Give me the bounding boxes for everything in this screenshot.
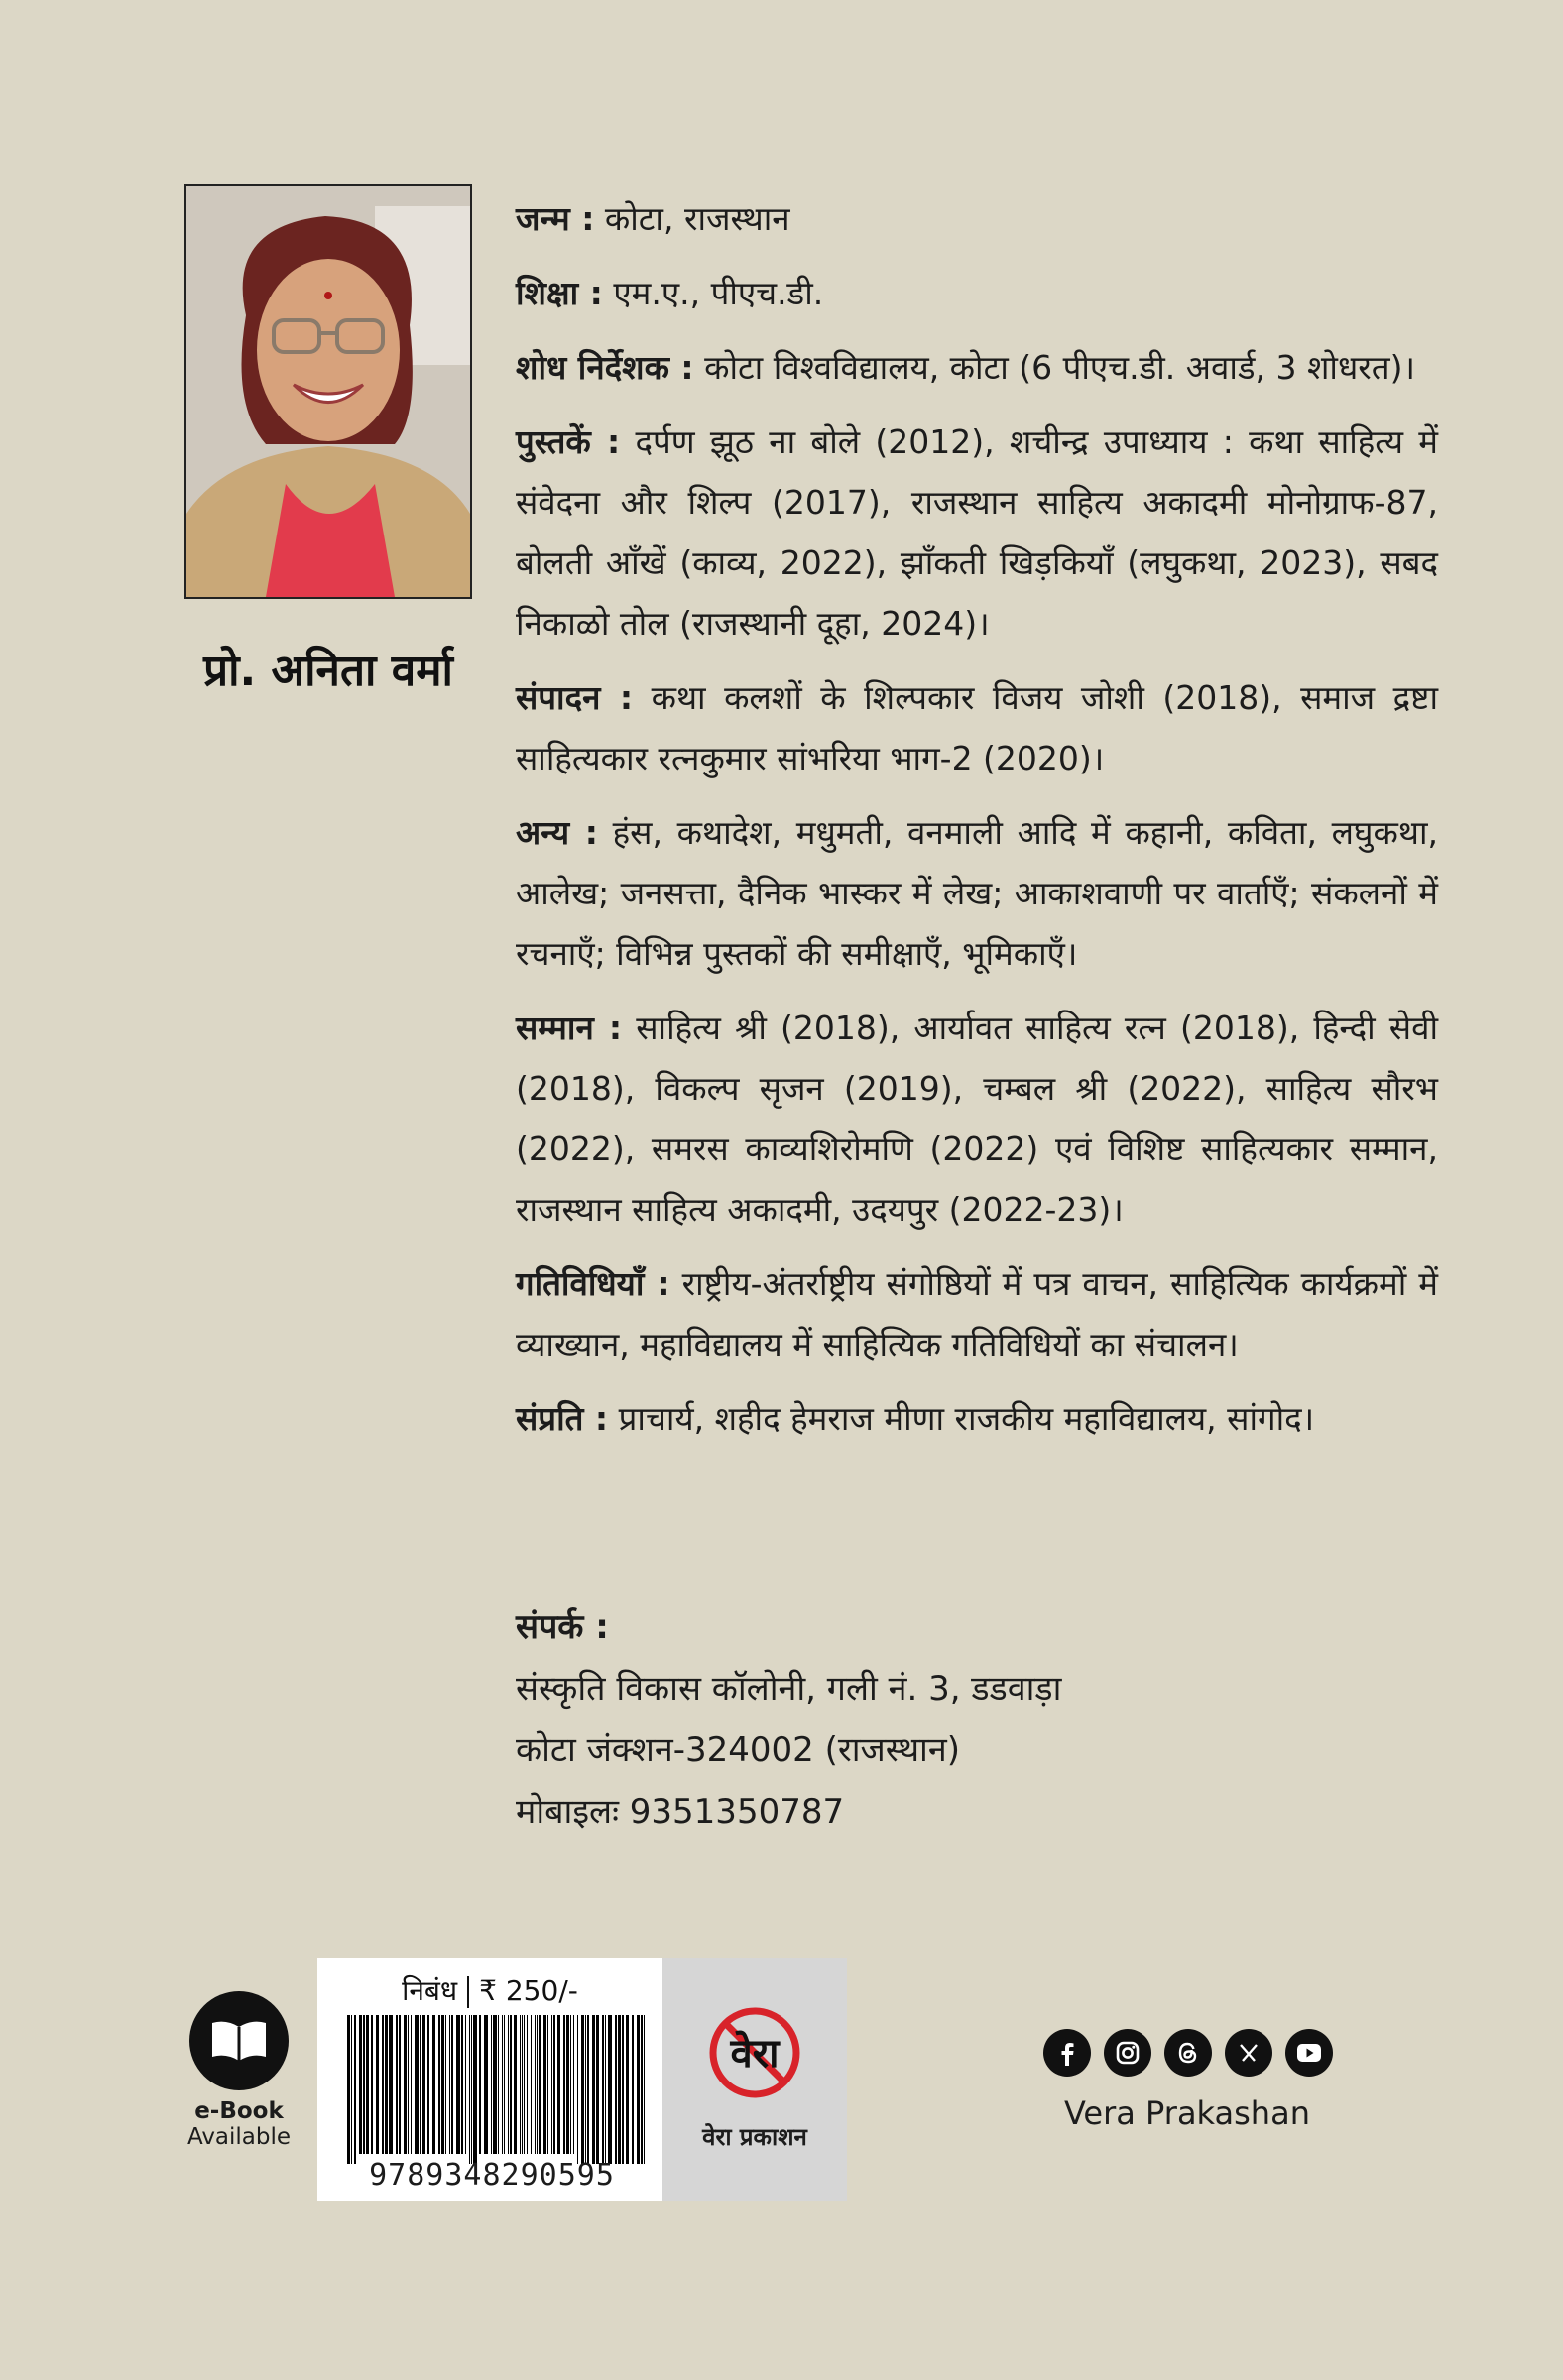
publisher-panel [662, 1958, 847, 2202]
social-icons [1043, 2029, 1333, 2077]
barcode-bar [347, 2015, 350, 2164]
contact-section [516, 1597, 1408, 1843]
barcode-bar [479, 2015, 481, 2154]
barcode-graphic [347, 2015, 645, 2164]
genre-price [317, 1971, 662, 2009]
barcode-bar [408, 2015, 409, 2154]
bio-books [516, 412, 1438, 654]
bio-text: साहित्य श्री (2018), आर्यावत साहित्य रत्न (2018), हिन्दी सेवी (2018), विकल्प सृजन (2019), चम्बल श्री (2022), साहित्य सौरभ (2022), समरस काव्यशिरोमणि (2022) एवं विशिष्ट साहित्यकार सम्मान, राजस्थान साहित्य अकादमी, उदयपुर (2022-23)। [516, 1009, 1438, 1229]
barcode-bar [449, 2015, 450, 2154]
publisher-logo-icon [705, 2003, 804, 2102]
barcode-bar [498, 2015, 499, 2154]
facebook-icon[interactable] [1043, 2029, 1091, 2077]
barcode-bar [553, 2015, 555, 2154]
barcode-bar [596, 2015, 599, 2164]
publisher-logo-text: वेरा [730, 2031, 780, 2077]
barcode-bar [641, 2015, 643, 2164]
barcode-bar [471, 2015, 472, 2164]
ebook-subtitle: Available [186, 2124, 292, 2150]
contact-mobile: मोबाइलः 9351350787 [516, 1792, 845, 1832]
bio-label: शिक्षा : [516, 274, 603, 312]
barcode-bar [504, 2015, 505, 2154]
bio-label: संपादन : [516, 678, 634, 717]
bio-label: शोध निर्देशक : [516, 348, 694, 387]
price-label: ₹ 250/- [479, 1974, 578, 2007]
bio-text: हंस, कथादेश, मधुमती, वनमाली आदि में कहानी, कविता, लघुकथा, आलेख; जनसत्ता, दैनिक भास्कर में लेख; आकाशवाणी पर वार्ताएँ; संकलनों में रचनाएँ; विभिन्न पुस्तकों की समीक्षाएँ, भूमिकाएँ। [516, 813, 1438, 973]
barcode-bar [577, 2015, 578, 2164]
barcode-bar [493, 2015, 497, 2154]
author-name: प्रो. अनिता वर्मा [203, 646, 453, 696]
barcode-bar [366, 2015, 369, 2154]
bio-label: जन्म : [516, 199, 595, 238]
bio-label: गतिविधियाँ : [516, 1264, 670, 1303]
barcode-bar [510, 2015, 512, 2154]
bio-label: पुस्तकें : [516, 422, 621, 461]
bio-research-guide [516, 337, 1438, 398]
barcode-bar [438, 2015, 440, 2154]
barcode-bar [456, 2015, 460, 2154]
barcode-bar [473, 2015, 477, 2164]
genre-label: निबंध [402, 1974, 458, 2007]
bio-birth [516, 188, 1438, 249]
author-portrait-graphic [186, 186, 470, 597]
barcode-bar [520, 2015, 521, 2154]
barcode-bar [396, 2015, 398, 2154]
barcode-bar [535, 2015, 536, 2154]
barcode-bar [587, 2015, 589, 2164]
barcode-bar [522, 2015, 523, 2154]
bio-current-position [516, 1388, 1438, 1449]
barcode-bar [351, 2015, 352, 2164]
barcode-bar [531, 2015, 532, 2154]
barcode-bar [484, 2015, 488, 2154]
barcode-bar [605, 2015, 606, 2164]
author-bio [516, 188, 1438, 1463]
barcode-bar [491, 2015, 492, 2154]
barcode-bar [551, 2015, 552, 2154]
barcode-bar [389, 2015, 393, 2154]
barcode-bar [615, 2015, 617, 2164]
bio-label: संप्रति : [516, 1399, 609, 1438]
bio-label: अन्य : [516, 813, 598, 852]
barcode-bar [461, 2015, 463, 2154]
contact-label: संपर्क : [516, 1607, 609, 1647]
barcode-bar [573, 2015, 574, 2154]
barcode-bar [404, 2015, 407, 2154]
barcode-bar [399, 2015, 401, 2154]
publisher-brand: Vera Prakashan [1064, 2094, 1310, 2132]
barcode-bar [626, 2015, 629, 2164]
barcode-bar [524, 2015, 525, 2154]
barcode-bar [420, 2015, 421, 2154]
barcode-bar [557, 2015, 560, 2154]
isbn-number: 9789348290595 [369, 2158, 615, 2193]
open-book-icon [189, 1991, 289, 2090]
barcode-bar [415, 2015, 419, 2154]
barcode-bar [502, 2015, 503, 2154]
publisher-name: वेरा प्रकाशन [702, 2123, 807, 2151]
barcode-bar [508, 2015, 509, 2154]
barcode-bar [543, 2015, 546, 2154]
barcode-bar [618, 2015, 621, 2164]
barcode-bar [469, 2015, 470, 2164]
instagram-icon[interactable] [1104, 2029, 1151, 2077]
author-photo [184, 184, 472, 599]
barcode-bar [445, 2015, 446, 2154]
barcode-bar [422, 2015, 425, 2154]
bio-text: कथा कलशों के शिल्पकार विजय जोशी (2018), समाज द्रष्टा साहित्यकार रत्नकुमार सांभरिया भाग-2 (2020)। [516, 678, 1439, 777]
barcode-bar [585, 2015, 586, 2164]
barcode-bar [354, 2015, 356, 2164]
barcode-panel [317, 1958, 662, 2202]
bio-activities [516, 1253, 1438, 1374]
bio-text: दर्पण झूठ ना बोले (2012), शचीन्द्र उपाध्याय : कथा साहित्य में संवेदना और शिल्प (2017), राजस्थान साहित्य अकादमी मोनोग्राफ-87, बोलती आँखें (काव्य, 2022), झाँकती खिड़कियाँ (लघुकथा, 2023), सबद निकाळो तोल (राजस्थानी दूहा, 2024)। [516, 422, 1439, 643]
barcode-bar [622, 2015, 624, 2164]
barcode-bar [539, 2015, 541, 2154]
bio-text: कोटा, राजस्थान [594, 199, 790, 238]
barcode-bar [376, 2015, 379, 2154]
youtube-icon[interactable] [1285, 2029, 1333, 2077]
bio-label: सम्मान : [516, 1009, 623, 1047]
barcode-bar [432, 2015, 435, 2154]
bio-text: कोटा विश्वविद्यालय, कोटा (6 पीएच.डी. अवार्ड, 3 शोधरत)। [693, 348, 1415, 387]
barcode-bar [566, 2015, 569, 2154]
threads-icon[interactable] [1164, 2029, 1212, 2077]
ebook-title: e-Book [194, 2098, 284, 2124]
x-icon[interactable] [1225, 2029, 1272, 2077]
barcode-bar [371, 2015, 373, 2154]
barcode-bar [581, 2015, 584, 2164]
barcode-bar [537, 2015, 538, 2154]
barcode-bar [465, 2015, 466, 2154]
bio-other [516, 802, 1438, 984]
bio-education [516, 263, 1438, 323]
barcode-bar [427, 2015, 429, 2154]
barcode-bar [563, 2015, 565, 2154]
barcode-bar [382, 2015, 384, 2154]
barcode-bar [441, 2015, 444, 2154]
bio-editing [516, 667, 1438, 788]
barcode-bar [547, 2015, 548, 2154]
barcode-bar [632, 2015, 634, 2164]
barcode-bar [608, 2015, 612, 2164]
barcode-bar [385, 2015, 388, 2154]
barcode-bar [570, 2015, 571, 2154]
ebook-badge [175, 1991, 303, 2150]
barcode-bar [527, 2015, 528, 2154]
bio-text: एम.ए., पीएच.डी. [602, 274, 824, 312]
barcode-bar [359, 2015, 362, 2154]
barcode-bar [602, 2015, 604, 2164]
bio-text: प्राचार्य, शहीद हेमराज मीणा राजकीय महाविद्यालय, सांगोद। [608, 1399, 1315, 1438]
barcode-bar [451, 2015, 453, 2154]
barcode-bar [363, 2015, 365, 2154]
barcode-bar [411, 2015, 412, 2154]
barcode-bar [592, 2015, 595, 2164]
barcode-bar [637, 2015, 640, 2164]
price-separator [467, 1976, 469, 2008]
bio-text: राष्ट्रीय-अंतर्राष्ट्रीय संगोष्ठियों में पत्र वाचन, साहित्यिक कार्यक्रमों में व्याख्यान, महाविद्यालय में साहित्यिक गतिविधियों का संचालन। [516, 1264, 1438, 1364]
bio-honours [516, 998, 1438, 1240]
contact-address-line: संस्कृति विकास कॉलोनी, गली नं. 3, डडवाड़ा [516, 1669, 1062, 1709]
contact-city-line: कोटा जंक्शन-324002 (राजस्थान) [516, 1730, 960, 1770]
barcode-bar [514, 2015, 517, 2154]
barcode-bar [644, 2015, 645, 2164]
